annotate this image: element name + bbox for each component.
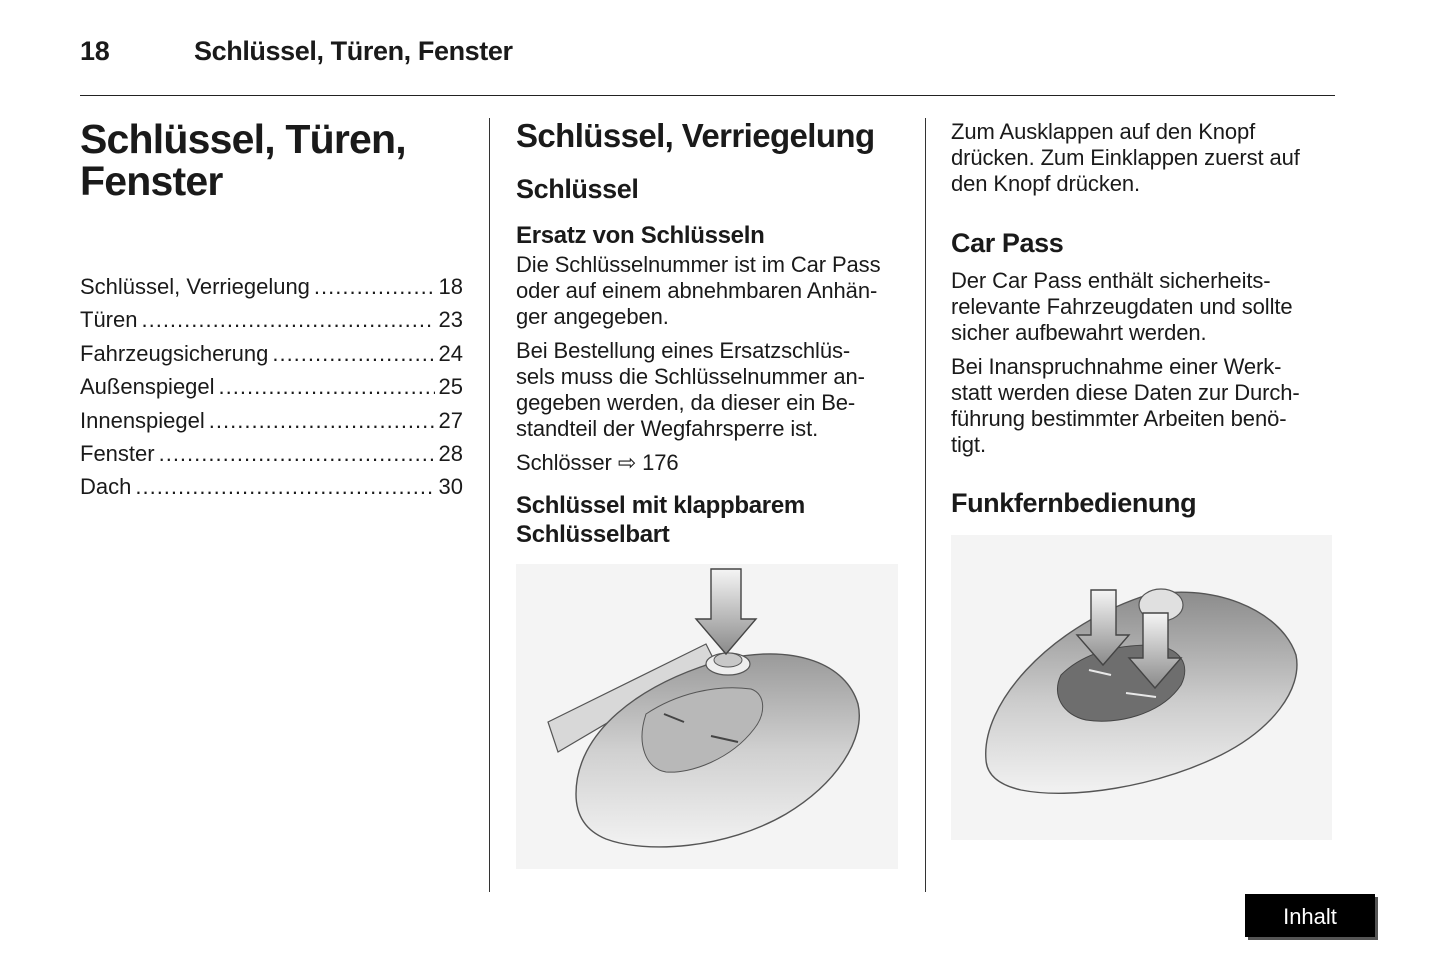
chapter-title-line2: Fenster [80,158,223,204]
toc-label: Türen [80,307,138,333]
toc-entry-schluessel-verriegelung[interactable] [80,270,463,303]
subsection-title: Schlüssel [516,174,639,204]
toc-leader-dots [159,437,435,470]
toc-label: Fenster [80,440,155,466]
section-title: Schlüssel, Verriegelung [516,117,875,154]
text-line: Bei Inanspruchnahme einer Werk- [951,354,1282,379]
text-line: relevante Fahrzeugdaten und sollte [951,294,1293,319]
cross-reference-page: 176 [642,450,679,475]
funk-heading: Funkfernbedienung [951,488,1197,518]
carpass-heading: Car Pass [951,228,1064,258]
chapter-title [80,118,480,202]
toc-page: 18 [438,274,463,299]
toc-label: Innenspiegel [80,407,205,433]
klapp-heading [516,491,906,549]
text-line: sicher aufbewahrt werden. [951,320,1207,345]
toc-leader-dots [135,470,434,503]
toc-page: 25 [438,374,463,400]
arrow-right-icon: ⇨ [617,450,637,475]
running-header-title: Schlüssel, Türen, Fenster [194,36,513,66]
toc-leader-dots [141,303,434,336]
column-divider [925,118,926,892]
text-line: Der Car Pass enthält sicherheits- [951,268,1271,293]
text-line: den Knopf drücken. [951,171,1141,196]
text-line: Die Schlüsselnummer ist im Car Pass [516,252,881,277]
klapp-instructions [951,119,1336,197]
toc-label: Außenspiegel [80,374,215,400]
table-of-contents [80,270,463,504]
toc-leader-dots [209,404,435,437]
toc-page: 28 [438,440,463,466]
toc-page: 30 [438,474,463,500]
toc-leader-dots [314,270,435,303]
toc-page: 24 [438,340,463,366]
carpass-paragraph-2 [951,354,1336,458]
toc-label: Dach [80,474,132,500]
toc-page: 27 [438,407,463,433]
header-divider [80,95,1335,96]
toc-entry-fenster[interactable] [80,437,463,470]
toc-entry-dach[interactable] [80,470,463,503]
klapp-heading-line1: Schlüssel mit klappbarem [516,492,805,519]
toc-page: 23 [438,307,463,333]
text-line: ger angegeben. [516,304,669,329]
text-line: führung bestimmter Arbeiten benö- [951,406,1287,431]
toc-entry-innenspiegel[interactable] [80,404,463,437]
text-line: Zum Ausklappen auf den Knopf [951,119,1256,144]
cross-reference[interactable] [516,450,906,476]
text-line: tigt. [951,432,986,457]
text-line: standteil der Wegfahrsperre ist. [516,416,819,441]
text-line: statt werden diese Daten zur Durch- [951,380,1300,405]
klapp-heading-line2: Schlüsselbart [516,521,670,548]
cross-reference-text: Schlösser [516,450,612,475]
toc-leader-dots [219,370,435,403]
contents-button[interactable]: Inhalt [1245,894,1375,937]
column-divider [489,118,490,892]
chapter-title-line1: Schlüssel, Türen, [80,116,406,162]
text-line: gegeben werden, da dieser ein Be- [516,390,856,415]
toc-label: Schlüssel, Verriegelung [80,274,310,299]
toc-label: Fahrzeugsicherung [80,340,269,366]
toc-entry-fahrzeugsicherung[interactable] [80,337,463,370]
remote-control-illustration [951,535,1332,840]
ersatz-paragraph-2 [516,338,906,442]
text-line: oder auf einem abnehmbaren Anhän- [516,278,878,303]
ersatz-paragraph-1 [516,252,906,330]
toc-leader-dots [272,337,434,370]
toc-entry-aussenspiegel[interactable] [80,370,463,403]
text-line: Bei Bestellung eines Ersatzschlüs- [516,338,851,363]
ersatz-heading: Ersatz von Schlüsseln [516,222,765,249]
toc-entry-tueren[interactable] [80,303,463,336]
carpass-paragraph-1 [951,268,1336,346]
text-line: drücken. Zum Einklappen zuerst auf [951,145,1300,170]
text-line: sels muss die Schlüsselnummer an- [516,364,865,389]
page-number: 18 [80,36,110,66]
folding-key-illustration [516,564,898,869]
